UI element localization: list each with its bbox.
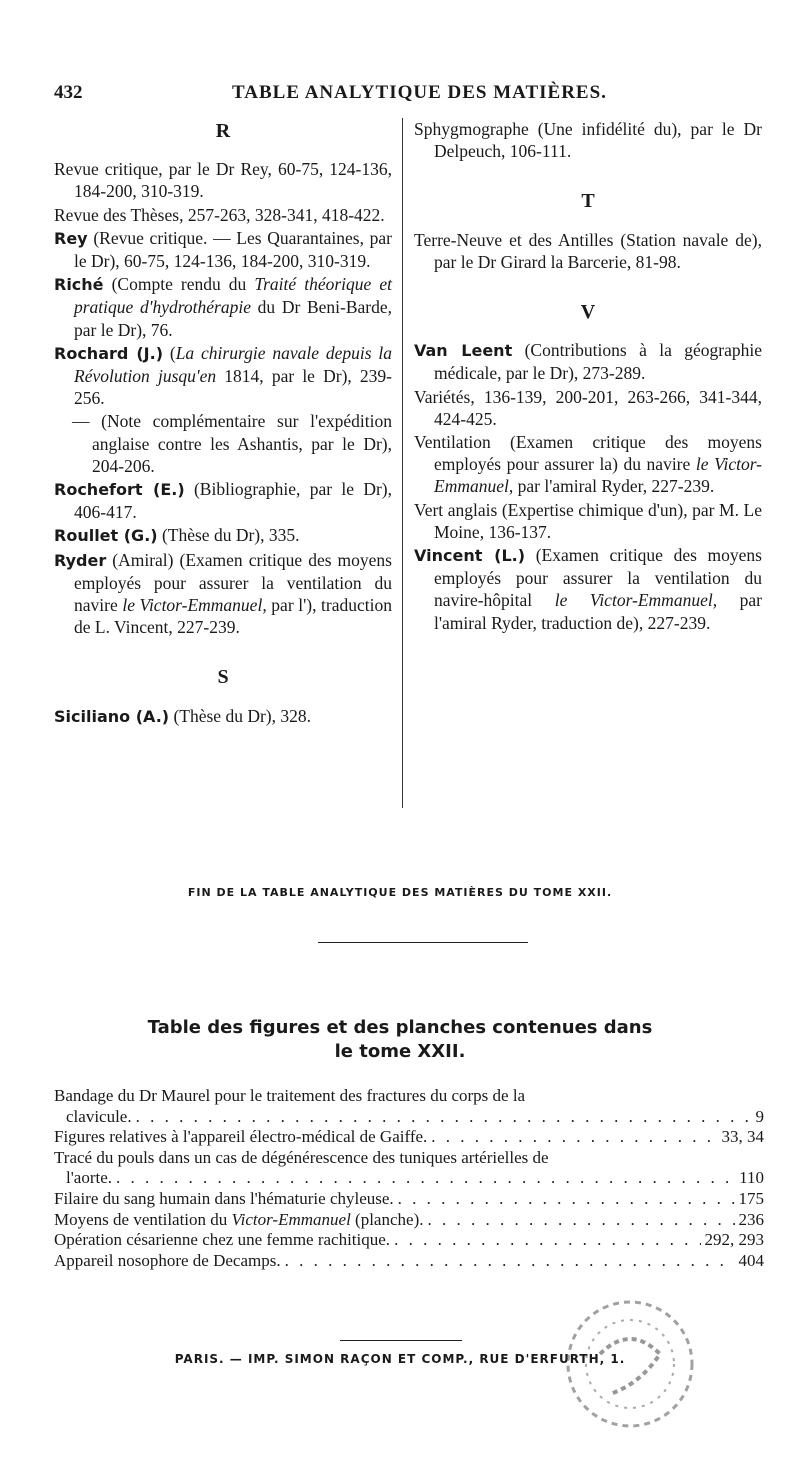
index-entry: Ryder (Amiral) (Examen critique des moyens employés pour assurer la ventilation du navire le Victor-Emmanuel, par l'), traduction de L. Vincent, 227-239. — [54, 549, 392, 638]
index-entry: Vert anglais (Expertise chimique d'un), par M. Le Moine, 136-137. — [414, 499, 762, 542]
figure-entry: Filaire du sang humain dans l'hématurie chyleuse. . . . 175 — [54, 1189, 764, 1210]
figure-entry: Moyens de ventilation du Victor-Emmanuel (planche). . . . 236 — [54, 1210, 764, 1231]
imprint-rule — [340, 1340, 462, 1341]
figures-table-title: Table des figures et des planches contenues dans le tome XXII. — [147, 1017, 653, 1062]
section-letter-v: V — [580, 301, 596, 324]
index-entry: Sphygmographe (Une infidélité du), par le Dr Delpeuch, 106-111. — [414, 119, 762, 162]
index-entry: Ventilation (Examen critique des moyens employés pour assurer la) du navire le Victor-Emmanuel, par l'amiral Ryder, 227-239. — [414, 432, 762, 497]
end-of-index-note: FIN DE LA TABLE ANALYTIQUE DES MATIÈRES DU TOME XXII. — [187, 886, 613, 899]
figures-list — [54, 1086, 764, 1271]
left-column — [54, 118, 392, 729]
figure-entry: Figures relatives à l'appareil électro-médical de Gaiffe. . . . 33, 34 — [54, 1127, 764, 1148]
index-entry: Revue des Thèses, 257-263, 328-341, 418-422. — [54, 204, 385, 225]
index-entry: Rochard (J.) (La chirurgie navale depuis la Révolution jusqu'en 1814, par le Dr), 239-256. — [54, 342, 392, 409]
index-entry: — (Note complémentaire sur l'expédition anglaise contre les Ashantis, par le Dr), 204-206. — [72, 411, 392, 476]
section-letter-s: S — [217, 666, 229, 689]
page-number: 432 — [54, 82, 83, 103]
printer-imprint: PARIS. — IMP. SIMON RAÇON ET COMP., RUE D'ERFURTH, 1. — [174, 1352, 626, 1366]
figure-entry: Appareil nosophore de Decamps. . . . 404 — [54, 1251, 764, 1272]
section-rule — [318, 942, 528, 943]
index-entry: Variétés, 136-139, 200-201, 263-266, 341-344, 424-425. — [414, 386, 762, 429]
figure-entry: Bandage du Dr Maurel pour le traitement des fractures du corps de la clavicule. . . . 9 — [54, 1086, 764, 1127]
section-letter-t: T — [581, 190, 595, 213]
index-entry: Vincent (L.) (Examen critique des moyens employés pour assurer la ventilation du navire-hôpital le Victor-Emmanuel, par l'amiral Ryder, traduction de), 227-239. — [414, 545, 762, 633]
figure-entry: Opération césarienne chez une femme rachitique. . . . 292, 293 — [54, 1230, 764, 1251]
index-entry: Rochefort (E.) (Bibliographie, par le Dr), 406-417. — [54, 479, 392, 523]
running-title: TABLE ANALYTIQUE DES MATIÈRES. — [232, 82, 607, 103]
index-entry: Terre-Neuve et des Antilles (Station navale de), par le Dr Girard la Barcerie, 81-98. — [414, 229, 762, 272]
index-entry: Rey (Revue critique. — Les Quarantaines, par le Dr), 60-75, 124-136, 184-200, 310-319. — [54, 227, 392, 272]
figure-entry: Tracé du pouls dans un cas de dégénérescence des tuniques artérielles de l'aorte. . . . 110 — [54, 1148, 764, 1189]
library-stamp-icon — [540, 1284, 710, 1444]
index-entry: Van Leent (Contributions à la géographie médicale, par le Dr), 273-289. — [414, 340, 762, 384]
column-divider — [402, 118, 403, 808]
index-entry: Siciliano (A.) (Thèse du Dr), 328. — [54, 705, 311, 726]
index-entry: Riché (Compte rendu du Traité théorique et pratique d'hydrothérapie du Dr Beni-Barde, par le Dr), 76. — [54, 274, 392, 340]
right-column — [414, 118, 762, 635]
section-letter-r: R — [215, 120, 231, 142]
index-entry: Revue critique, par le Dr Rey, 60-75, 124-136, 184-200, 310-319. — [54, 159, 392, 202]
index-entry: Roullet (G.) (Thèse du Dr), 335. — [54, 525, 300, 546]
